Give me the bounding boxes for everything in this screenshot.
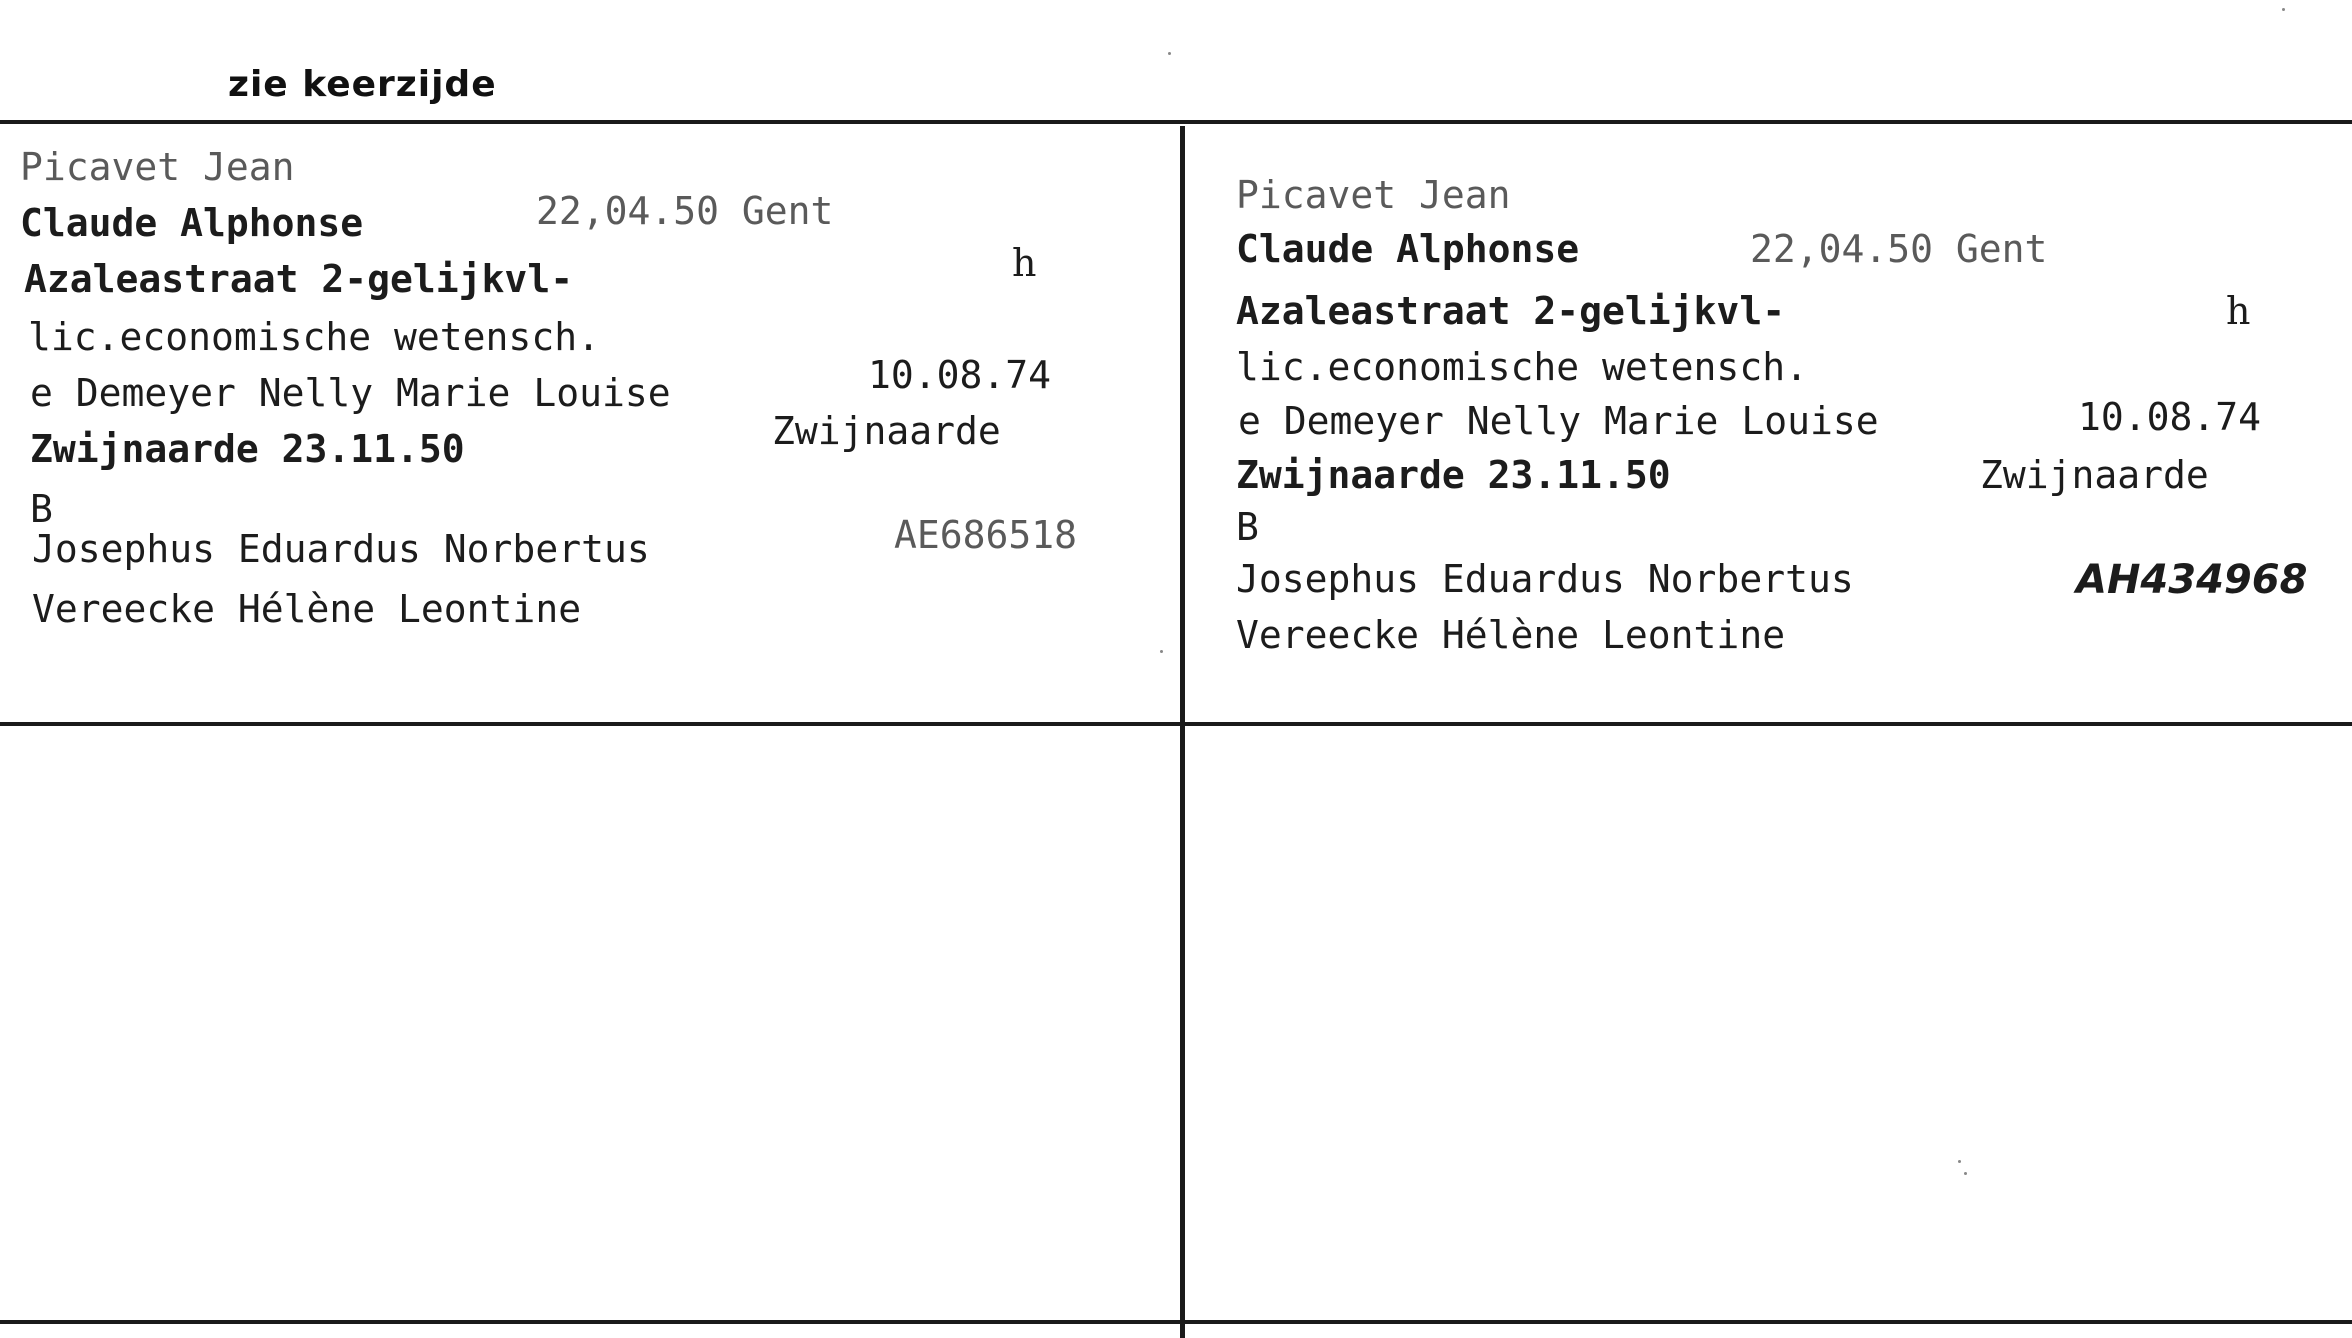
father-names: Josephus Eduardus Norbertus <box>32 527 650 571</box>
marriage-place: Zwijnaarde <box>772 409 1001 453</box>
header-see-reverse: zie keerzijde <box>228 64 497 105</box>
top-rule <box>0 120 2352 124</box>
scan-speck <box>2282 8 2285 11</box>
address: Azaleastraat 2-gelijkvl- <box>24 257 574 301</box>
name-line-1: Picavet Jean <box>20 145 295 189</box>
spouse-birth: Zwijnaarde 23.11.50 <box>30 427 465 471</box>
marriage-place: Zwijnaarde <box>1980 453 2209 497</box>
birth-date-place: 22,04.50 Gent <box>1750 227 2048 271</box>
marriage-date: 10.08.74 <box>2078 395 2262 439</box>
document-number: AE686518 <box>894 513 1078 557</box>
name-line-2: Claude Alphonse <box>1236 227 1580 271</box>
spouse-birth: Zwijnaarde 23.11.50 <box>1236 453 1671 497</box>
middle-rule <box>0 722 2352 726</box>
study: lic.economische wetensch. <box>1236 345 1808 389</box>
scan-speck <box>1964 1172 1967 1175</box>
mother-names: Vereecke Hélène Leontine <box>1236 613 1786 657</box>
code: B <box>30 487 53 531</box>
h-mark: h <box>2226 289 2251 333</box>
scan-speck <box>1168 52 1171 55</box>
scan-speck <box>1160 650 1163 653</box>
mother-names: Vereecke Hélène Leontine <box>32 587 582 631</box>
father-names: Josephus Eduardus Norbertus <box>1236 557 1854 601</box>
h-mark: h <box>1012 241 1037 285</box>
address: Azaleastraat 2-gelijkvl- <box>1236 289 1786 333</box>
document-number: AH434968 <box>2076 557 2308 603</box>
spouse: e Demeyer Nelly Marie Louise <box>30 371 671 415</box>
bottom-rule <box>0 1320 2352 1324</box>
marriage-date: 10.08.74 <box>868 353 1052 397</box>
code: B <box>1236 505 1259 549</box>
birth-date-place: 22,04.50 Gent <box>536 189 834 233</box>
name-line-1: Picavet Jean <box>1236 173 1511 217</box>
spouse: e Demeyer Nelly Marie Louise <box>1238 399 1879 443</box>
vertical-divider <box>1180 126 1185 1338</box>
name-line-2: Claude Alphonse <box>20 201 364 245</box>
study: lic.economische wetensch. <box>28 315 600 359</box>
scan-speck <box>1958 1160 1961 1163</box>
